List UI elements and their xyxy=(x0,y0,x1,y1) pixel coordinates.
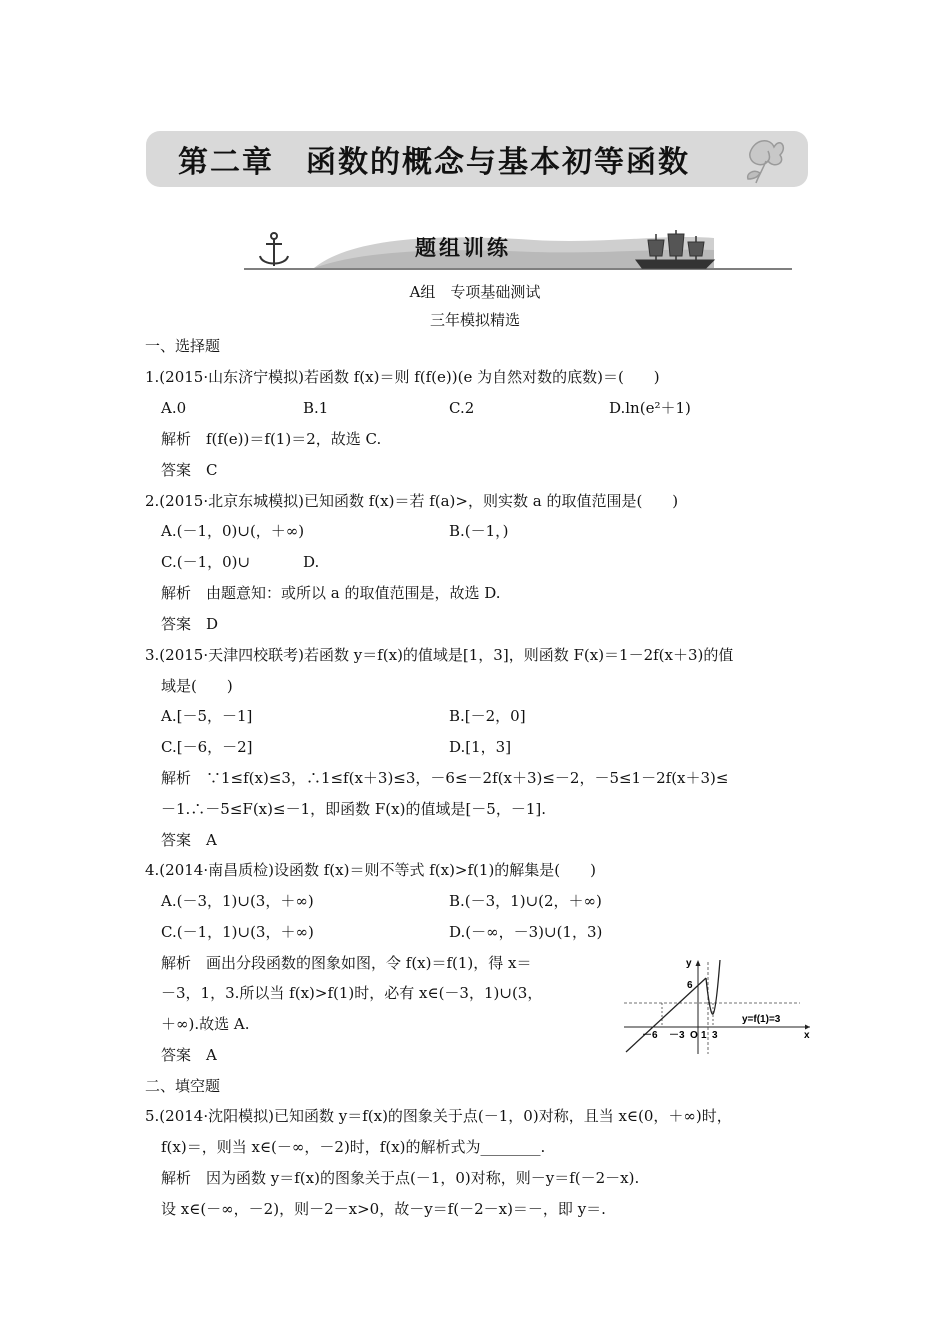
answer-text: 答案 C xyxy=(161,461,218,479)
x-axis-arrow xyxy=(805,1025,810,1030)
question-text: 1.(2015·山东济宁模拟)若函数 f(x)＝则 f(f(e))(e 为自然对数的底数)＝( ) xyxy=(145,368,660,386)
question-text: 2.(2015·北京东城模拟)已知函数 f(x)＝若 f(a)>，则实数 a 的取值范围是( ) xyxy=(145,492,679,510)
option-d: D.(－∞，－3)∪(1，3) xyxy=(449,923,603,941)
analysis-text: 解析 画出分段函数的图象如图，令 f(x)＝f(1)，得 x＝ xyxy=(161,954,532,972)
question-text: 4.(2014·南昌质检)设函数 f(x)＝则不等式 f(x)>f(1)的解集是( ) xyxy=(145,861,596,879)
analysis-text-cont: －3，1，3.所以当 f(x)>f(1)时，必有 x∈(－3，1)∪(3， xyxy=(161,984,543,1002)
option-a: A.[－5，－1] xyxy=(161,707,253,725)
option-c: C.(－1，1)∪(3，＋∞) xyxy=(161,923,314,941)
tick-label-3: 3 xyxy=(712,1030,718,1041)
section-subtitle: A组 专项基础测试 xyxy=(409,283,541,301)
anchor-icon xyxy=(260,233,288,266)
option-b: B.(－1，) xyxy=(449,522,509,540)
question-text-cont: f(x)＝，则当 x∈(－∞，－2)时，f(x)的解析式为________. xyxy=(161,1138,546,1156)
heading-decoration xyxy=(244,226,792,272)
option-c: C.(－1，0)∪ xyxy=(161,553,251,571)
flower-icon xyxy=(740,133,790,185)
option-c: C.[－6，－2] xyxy=(161,738,253,756)
option-d: D. xyxy=(303,553,320,571)
function-graph xyxy=(624,958,814,1054)
option-d: D.ln(e²＋1) xyxy=(609,399,691,417)
tick-label-neg6: －6 xyxy=(642,1030,658,1041)
question-text-cont: 域是( ) xyxy=(161,677,233,695)
option-d: D.[1，3] xyxy=(449,738,512,756)
y-axis-arrow xyxy=(696,960,701,966)
tick-label-6: 6 xyxy=(687,980,693,991)
option-b: B.1 xyxy=(303,399,329,417)
option-a: A.(－1，0)∪(，＋∞) xyxy=(161,522,305,540)
section-subtitle-2: 三年模拟精选 xyxy=(429,311,520,329)
answer-text: 答案 A xyxy=(161,1046,217,1064)
x-axis-label: x xyxy=(804,1030,810,1041)
answer-text: 答案 A xyxy=(161,831,217,849)
analysis-text: 解析 ∵1≤f(x)≤3，∴1≤f(x＋3)≤3，－6≤－2f(x＋3)≤－2，－5≤1－2f(x＋3)≤ xyxy=(161,769,729,787)
question-text: 3.(2015·天津四校联考)若函数 y＝f(x)的值域是[1，3]，则函数 F(x)＝1－2f(x＋3)的值 xyxy=(145,646,734,664)
graph-legend: y=f(1)=3 xyxy=(742,1014,781,1025)
analysis-text-cont: －1.∴－5≤F(x)≤－1，即函数 F(x)的值域是[－5，－1]. xyxy=(161,800,547,818)
option-a: A.0 xyxy=(161,399,187,417)
chapter-title: 第二章 函数的概念与基本初等函数 xyxy=(178,145,690,180)
option-b: B.[－2，0] xyxy=(449,707,526,725)
group-heading: 题组训练 xyxy=(415,236,511,260)
analysis-text: 解析 f(f(e))＝f(1)＝2，故选 C. xyxy=(161,430,382,448)
option-a: A.(－3，1)∪(3，＋∞) xyxy=(161,892,314,910)
section-heading: 一、选择题 xyxy=(145,337,221,355)
analysis-text: 解析 由题意知：或所以 a 的取值范围是，故选 D. xyxy=(161,584,501,602)
tick-label-1: 1 xyxy=(701,1030,707,1041)
tick-label-neg3: －3 xyxy=(669,1030,685,1041)
section-heading: 二、填空题 xyxy=(145,1077,221,1095)
analysis-text-cont: ＋∞).故选 A. xyxy=(161,1015,250,1033)
option-b: B.(－3，1)∪(2，＋∞) xyxy=(449,892,602,910)
answer-text: 答案 D xyxy=(161,615,219,633)
option-c: C.2 xyxy=(449,399,475,417)
question-text: 5.(2014·沈阳模拟)已知函数 y＝f(x)的图象关于点(－1，0)对称，且当 x∈(0，＋∞)时， xyxy=(145,1107,732,1125)
y-axis-label: y xyxy=(686,958,692,969)
analysis-text-cont: 设 x∈(－∞，－2)，则－2－x>0，故－y＝f(－2－x)＝－，即 y＝. xyxy=(161,1200,606,1218)
analysis-text: 解析 因为函数 y＝f(x)的图象关于点(－1，0)对称，则－y＝f(－2－x). xyxy=(161,1169,640,1187)
origin-label: O xyxy=(690,1030,698,1041)
